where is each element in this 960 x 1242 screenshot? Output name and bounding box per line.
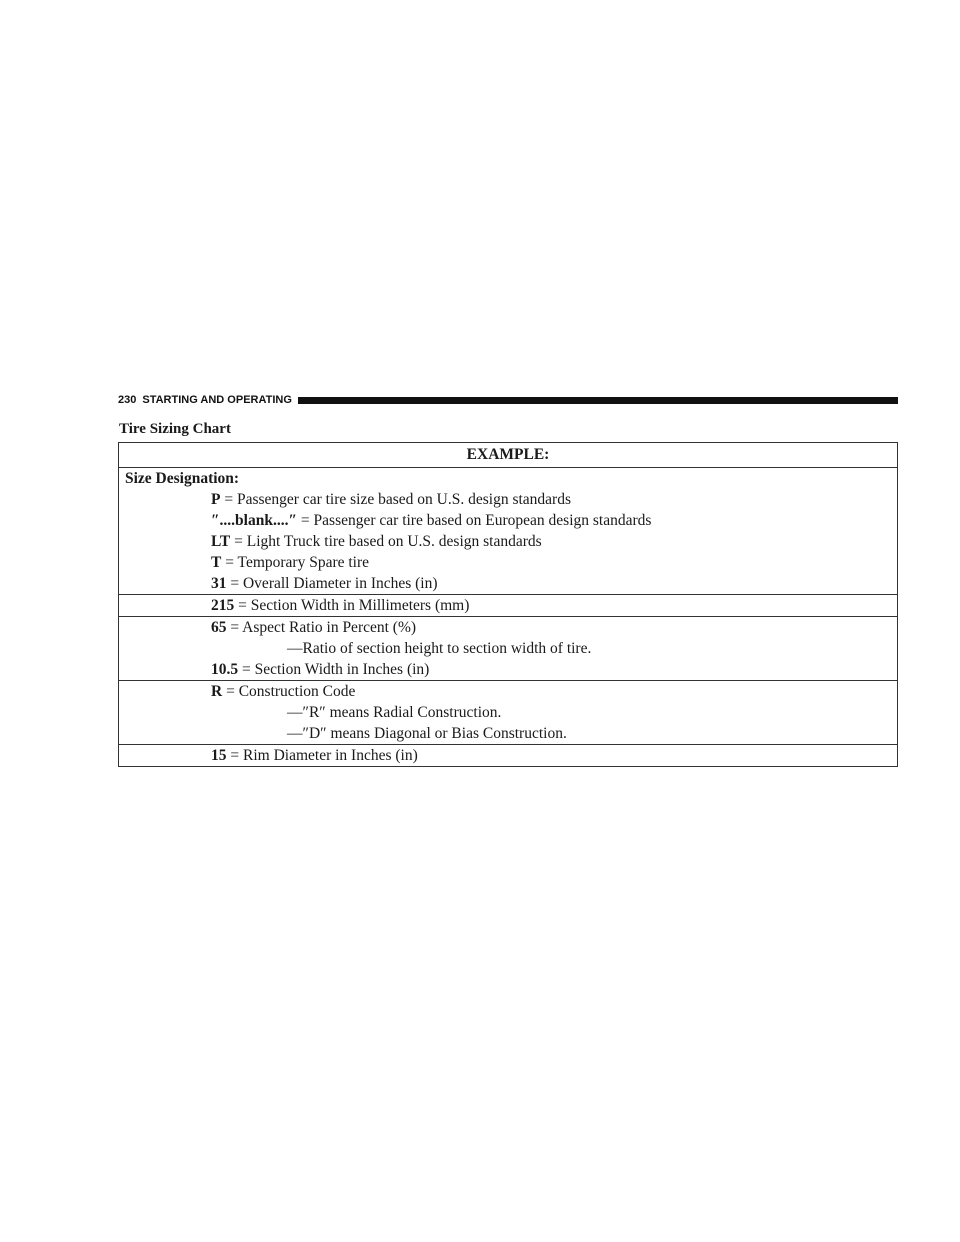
list-item: 215 = Section Width in Millimeters (mm) xyxy=(211,597,470,614)
section-title: STARTING AND OPERATING xyxy=(142,394,292,406)
list-item: R = Construction Code xyxy=(211,683,356,700)
list-item: 31 = Overall Diameter in Inches (in) xyxy=(211,575,438,592)
table-row xyxy=(119,617,898,681)
size-designation-label: Size Designation: xyxy=(125,470,240,487)
table-row xyxy=(119,443,898,468)
construction-cell xyxy=(119,681,898,745)
list-item: T = Temporary Spare tire xyxy=(211,554,370,571)
table-row xyxy=(119,745,898,767)
page-number: 230 xyxy=(118,394,137,406)
tire-sizing-table xyxy=(118,442,898,767)
table-heading: EXAMPLE: xyxy=(119,443,898,468)
aspect-ratio-cell xyxy=(119,617,898,681)
list-item: ″....blank....″ = Passenger car tire based on European design standards xyxy=(211,512,652,529)
list-item-note: —″R″ means Radial Construction. xyxy=(287,704,502,721)
header-rule xyxy=(298,397,898,404)
size-designation-cell xyxy=(119,468,898,595)
section-width-cell xyxy=(119,595,898,617)
list-item-note: —Ratio of section height to section width of tire. xyxy=(287,640,592,657)
rim-diameter-cell xyxy=(119,745,898,767)
list-item: P = Passenger car tire size based on U.S. design standards xyxy=(211,491,571,508)
list-item: 15 = Rim Diameter in Inches (in) xyxy=(211,747,418,764)
list-item-note: —″D″ means Diagonal or Bias Construction. xyxy=(287,725,567,742)
list-item: 65 = Aspect Ratio in Percent (%) xyxy=(211,619,417,636)
list-item: 10.5 = Section Width in Inches (in) xyxy=(211,661,430,678)
table-row xyxy=(119,595,898,617)
page-header xyxy=(118,392,898,408)
table-row xyxy=(119,468,898,595)
list-item: LT = Light Truck tire based on U.S. design standards xyxy=(211,533,542,550)
chart-title: Tire Sizing Chart xyxy=(119,421,231,437)
table-row xyxy=(119,681,898,745)
